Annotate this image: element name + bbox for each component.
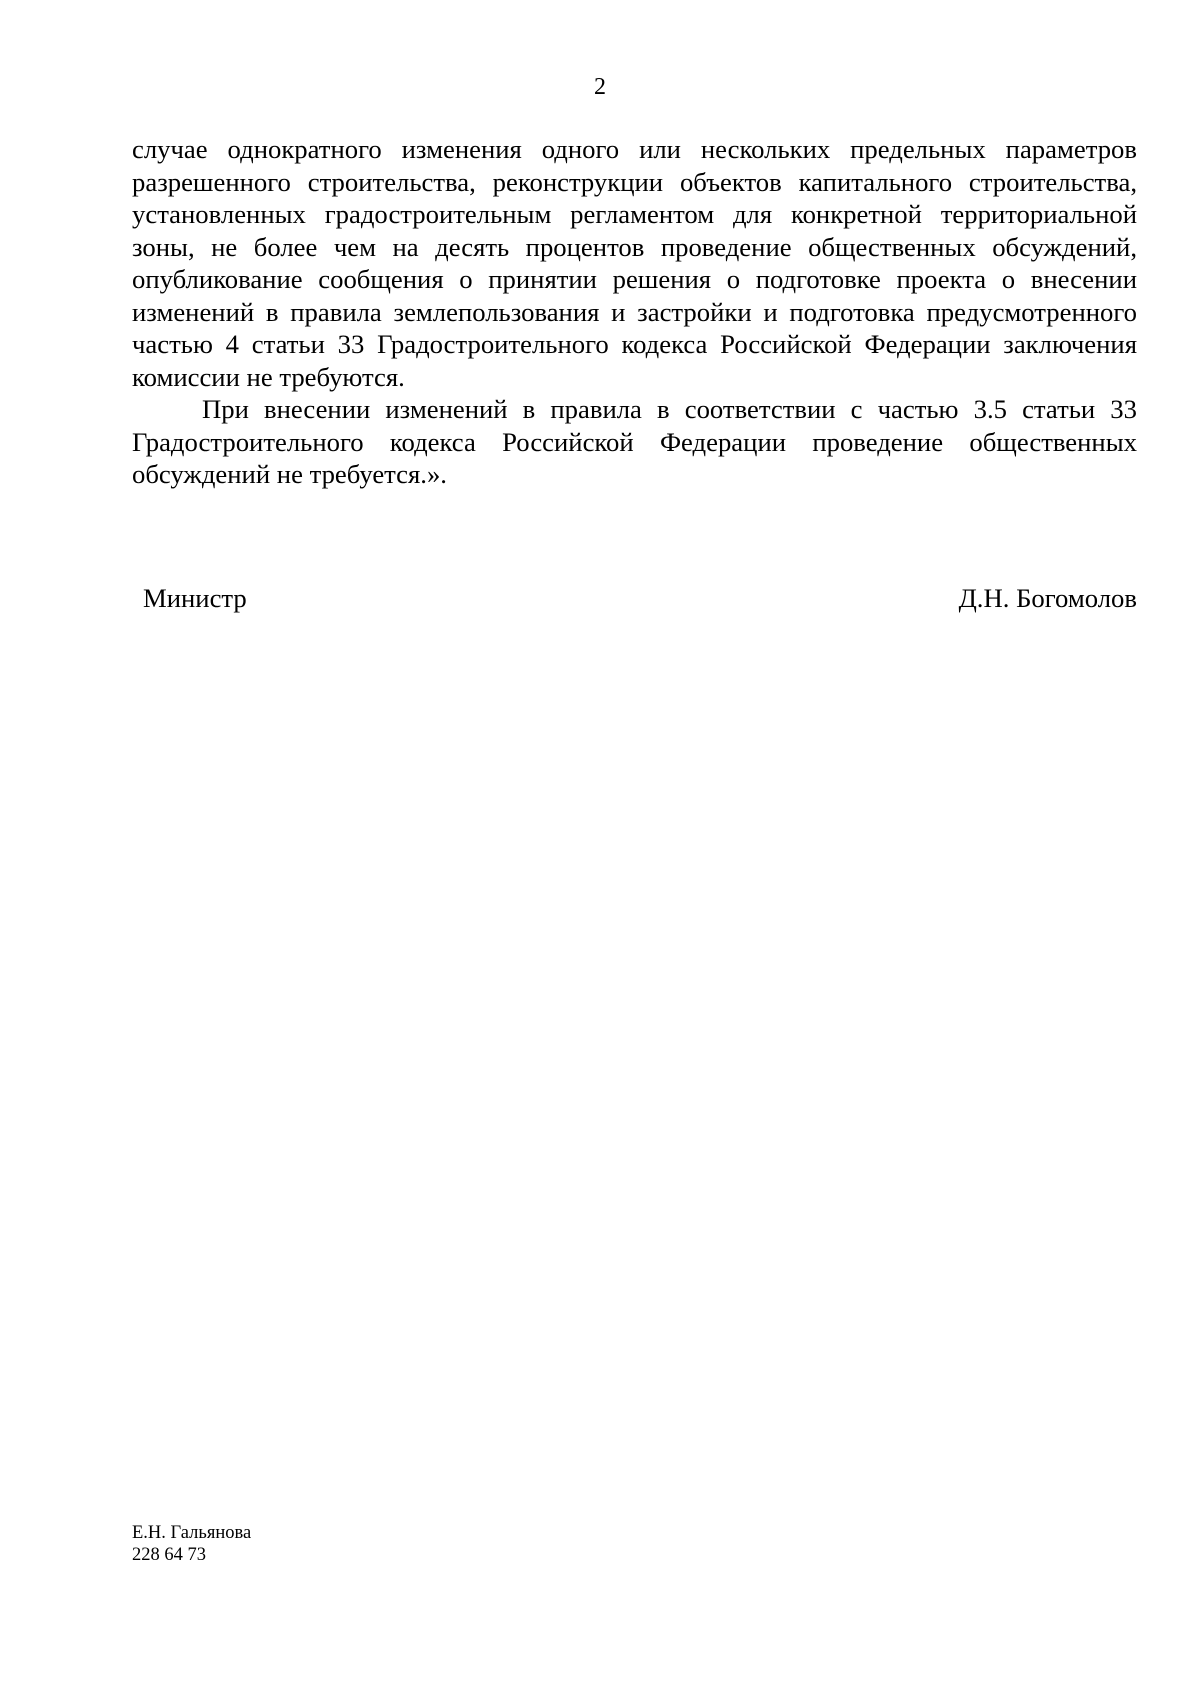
document-body — [132, 133, 1137, 491]
body-paragraph-amendment-note: При внесении изменений в правила в соответствии с частью 3.5 статьи 33 Градостроительного кодекса Российской Федерации проведение общественных обсуждений не требуется.». — [132, 394, 1137, 489]
executor-name: Е.Н. Гальянова — [132, 1523, 252, 1543]
page-number: 2 — [594, 74, 606, 100]
signature-role: Министр — [143, 583, 247, 613]
executor-block — [132, 1522, 251, 1566]
executor-phone: 228 64 73 — [132, 1545, 206, 1565]
signature-name: Д.Н. Богомолов — [958, 583, 1137, 613]
body-paragraph-continuation: случае однократного изменения одного или нескольких предельных параметров разрешенного строительства, реконструкции объектов капитального строительства, установленных градостроительным регламентом для конкретной территориальной зоны, не более чем на десять процентов проведение общественных обсуждений, опубликование сообщения о принятии решения о подготовке проекта о внесении изменений в правила землепользования и застройки и подготовка предусмотренного частью 4 статьи 33 Градостроительного кодекса Российской Федерации заключения комиссии не требуются. — [132, 134, 1137, 392]
